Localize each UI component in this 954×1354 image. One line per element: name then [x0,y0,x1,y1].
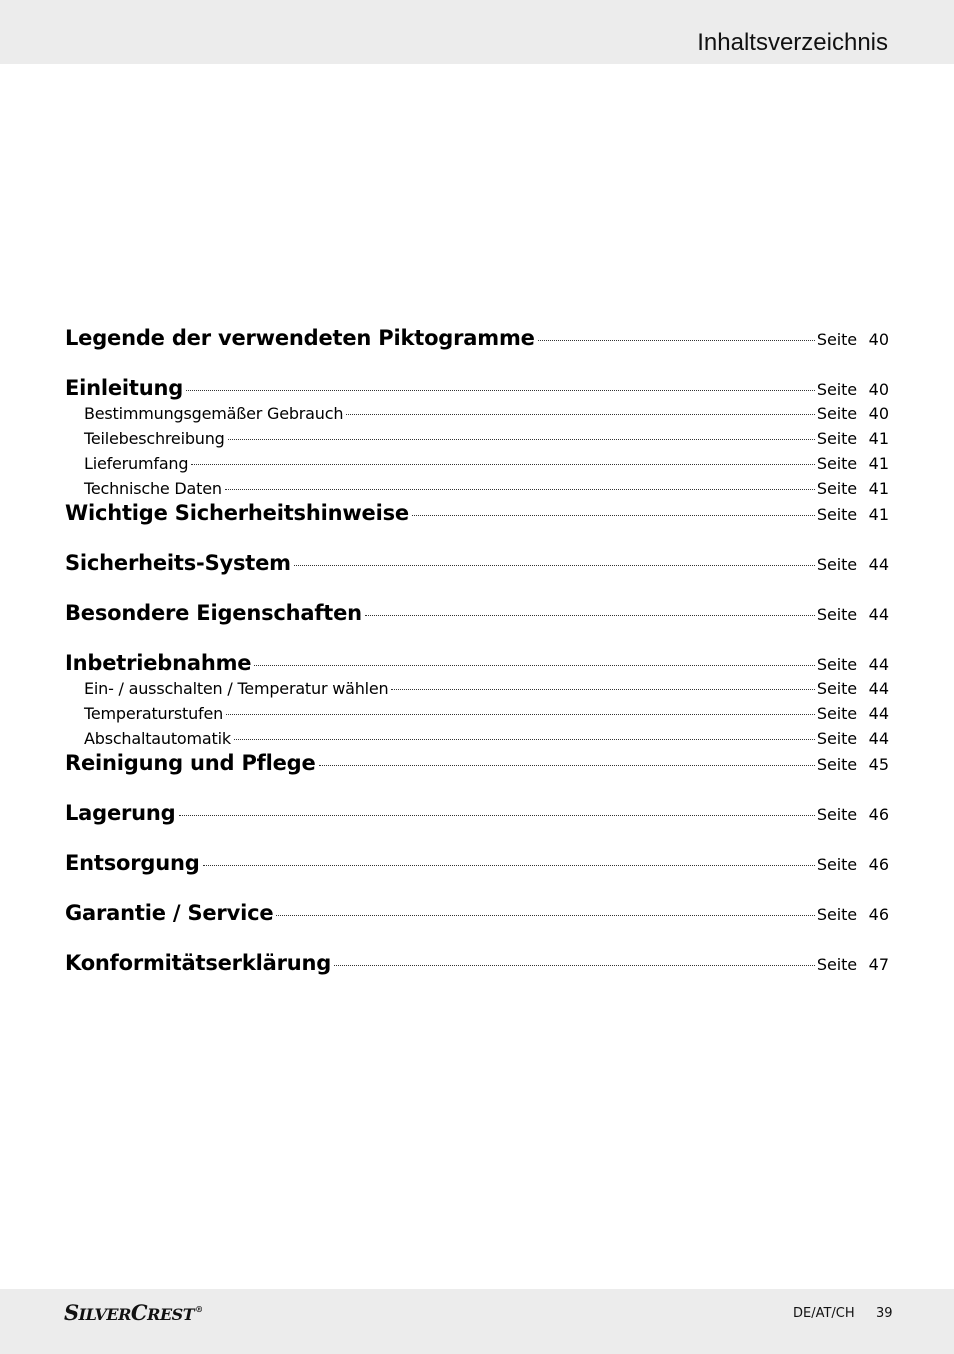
toc-page-number: 40 [868,330,889,349]
toc-entry [65,901,889,925]
page-label: Seite [816,479,857,498]
dot-leader [234,739,815,740]
dot-leader [365,615,815,616]
toc-page-number: 44 [868,555,889,574]
toc-subentry [84,429,889,448]
page-number: 39 [876,1306,893,1321]
toc-page-number: 44 [868,704,889,723]
toc-entry-title: Garantie / Service [65,901,274,925]
toc-entry-title: Lagerung [65,801,176,825]
toc-page-number: 41 [868,505,889,524]
page-label: Seite [816,655,857,674]
dot-leader [186,390,815,391]
page-label: Seite [816,605,857,624]
dot-leader [538,340,815,341]
page-label: Seite [816,755,857,774]
toc-entry-title: Sicherheits-System [65,551,291,575]
toc-entry-title: Konformitätserklärung [65,951,332,975]
page-label: Seite [816,505,857,524]
toc-page-number: 44 [868,729,889,748]
toc-entry [65,951,889,975]
toc-entry [65,751,889,775]
dot-leader [191,464,815,465]
dot-leader [225,489,815,490]
dot-leader [179,815,815,816]
toc-page-number: 40 [868,380,889,399]
toc-entry-title: Technische Daten [84,479,222,498]
toc-page-number: 41 [868,479,889,498]
toc-entry [65,851,889,875]
page-label: Seite [816,955,857,974]
page-label: Seite [816,330,857,349]
page-label: Seite [816,454,857,473]
page-label: Seite [816,855,857,874]
dot-leader [334,965,815,966]
toc-page-number: 47 [868,955,889,974]
page-title: Inhaltsverzeichnis [697,29,888,56]
toc-entry-title: Teilebeschreibung [84,429,225,448]
toc-page-number: 41 [868,454,889,473]
toc-entry-title: Legende der verwendeten Piktogramme [65,326,535,350]
toc-entry-title: Inbetriebnahme [65,651,252,675]
dot-leader [319,765,815,766]
toc-entry-title: Reinigung und Pflege [65,751,316,775]
toc-page-number: 41 [868,429,889,448]
toc-subentry [84,404,889,423]
page-label: Seite [816,404,857,423]
toc-page-number: 45 [868,755,889,774]
toc-subentry [84,479,889,498]
toc-entry-title: Bestimmungsgemäßer Gebrauch [84,404,344,423]
page-label: Seite [816,729,857,748]
dot-leader [276,915,815,916]
toc-subentry [84,454,889,473]
dot-leader [254,665,815,666]
silvercrest-logo: S ILVER C REST ® [64,1300,203,1325]
toc-entry-title: Entsorgung [65,851,200,875]
page-label: Seite [816,805,857,824]
dot-leader [346,414,815,415]
page-label: Seite [816,704,857,723]
toc-subentry [84,704,889,723]
toc-entry [65,501,889,525]
toc-page-number: 40 [868,404,889,423]
toc-entry-title: Temperaturstufen [84,704,224,723]
dot-leader [391,689,814,690]
toc-entry-title: Ein- / ausschalten / Temperatur wählen [84,679,389,698]
toc-entry-title: Wichtige Sicherheitshinweise [65,501,409,525]
page-label: Seite [816,905,857,924]
toc-page-number: 44 [868,655,889,674]
region-code: DE/AT/CH [793,1306,855,1321]
toc-entry-title: Lieferumfang [84,454,189,473]
toc-page-number: 46 [868,905,889,924]
page-label: Seite [816,679,857,698]
page-label: Seite [816,380,857,399]
toc-subentry [84,729,889,748]
dot-leader [203,865,815,866]
dot-leader [226,714,815,715]
toc-page-number: 46 [868,805,889,824]
toc-entry [65,651,889,675]
toc-entry [65,801,889,825]
page-label: Seite [816,555,857,574]
toc-page-number: 46 [868,855,889,874]
toc-entry [65,551,889,575]
dot-leader [228,439,815,440]
toc-entry-title: Besondere Eigenschaften [65,601,362,625]
toc-entry [65,601,889,625]
dot-leader [294,565,815,566]
toc-entry-title: Einleitung [65,376,184,400]
toc-page-number: 44 [868,679,889,698]
toc-page-number: 44 [868,605,889,624]
toc-subentry [84,679,889,698]
dot-leader [412,515,815,516]
toc-entry-title: Abschaltautomatik [84,729,231,748]
toc-entry [65,376,889,400]
toc-entry [65,326,889,350]
page-label: Seite [816,429,857,448]
